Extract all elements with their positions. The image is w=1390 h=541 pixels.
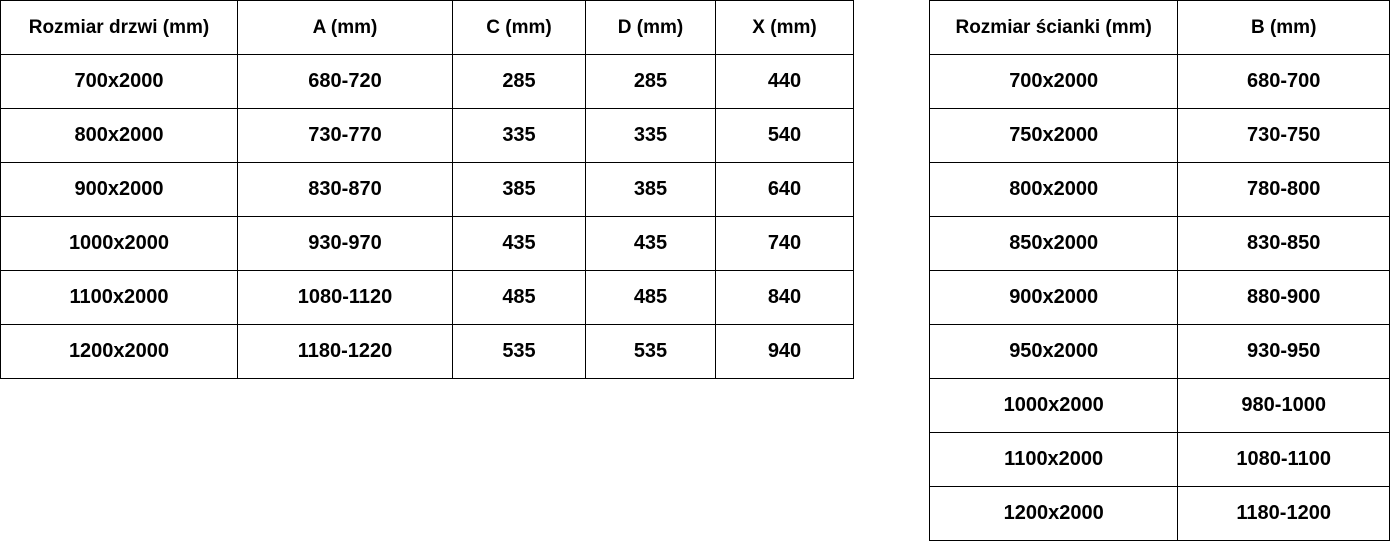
- table-row: [930, 433, 1390, 487]
- column-header-c: C (mm): [453, 1, 586, 55]
- cell-door-size: 1000x2000: [1, 217, 238, 271]
- table-row: [930, 487, 1390, 541]
- cell-a: 1080-1120: [238, 271, 453, 325]
- cell-d: 535: [586, 325, 716, 379]
- cell-b: 1180-1200: [1178, 487, 1390, 541]
- cell-d: 435: [586, 217, 716, 271]
- cell-a: 730-770: [238, 109, 453, 163]
- table-row: [930, 163, 1390, 217]
- column-header-d: D (mm): [586, 1, 716, 55]
- cell-door-size: 1200x2000: [1, 325, 238, 379]
- cell-wall-size: 950x2000: [930, 325, 1178, 379]
- cell-door-size: 1100x2000: [1, 271, 238, 325]
- table-header-row: [1, 1, 854, 55]
- table-row: [930, 109, 1390, 163]
- cell-wall-size: 750x2000: [930, 109, 1178, 163]
- cell-x: 540: [716, 109, 854, 163]
- table-row: [930, 217, 1390, 271]
- table-row: [930, 379, 1390, 433]
- table-row: [1, 55, 854, 109]
- cell-a: 1180-1220: [238, 325, 453, 379]
- cell-b: 930-950: [1178, 325, 1390, 379]
- cell-x: 740: [716, 217, 854, 271]
- cell-a: 680-720: [238, 55, 453, 109]
- cell-door-size: 900x2000: [1, 163, 238, 217]
- cell-c: 285: [453, 55, 586, 109]
- table-row: [1, 163, 854, 217]
- cell-door-size: 700x2000: [1, 55, 238, 109]
- column-header-door-size: Rozmiar drzwi (mm): [1, 1, 238, 55]
- cell-c: 435: [453, 217, 586, 271]
- column-header-a: A (mm): [238, 1, 453, 55]
- table-row: [930, 271, 1390, 325]
- cell-wall-size: 850x2000: [930, 217, 1178, 271]
- cell-b: 830-850: [1178, 217, 1390, 271]
- cell-door-size: 800x2000: [1, 109, 238, 163]
- cell-wall-size: 700x2000: [930, 55, 1178, 109]
- column-header-b: B (mm): [1178, 1, 1390, 55]
- cell-x: 940: [716, 325, 854, 379]
- cell-wall-size: 1000x2000: [930, 379, 1178, 433]
- cell-x: 840: [716, 271, 854, 325]
- cell-b: 730-750: [1178, 109, 1390, 163]
- cell-wall-size: 800x2000: [930, 163, 1178, 217]
- doors-size-table: [0, 0, 854, 379]
- cell-wall-size: 1100x2000: [930, 433, 1178, 487]
- cell-b: 980-1000: [1178, 379, 1390, 433]
- table-row: [1, 325, 854, 379]
- cell-d: 385: [586, 163, 716, 217]
- cell-a: 830-870: [238, 163, 453, 217]
- cell-c: 385: [453, 163, 586, 217]
- wall-size-table: [929, 0, 1390, 541]
- cell-c: 535: [453, 325, 586, 379]
- cell-a: 930-970: [238, 217, 453, 271]
- cell-c: 485: [453, 271, 586, 325]
- cell-c: 335: [453, 109, 586, 163]
- table-header-row: [930, 1, 1390, 55]
- cell-x: 640: [716, 163, 854, 217]
- cell-b: 780-800: [1178, 163, 1390, 217]
- cell-x: 440: [716, 55, 854, 109]
- cell-wall-size: 900x2000: [930, 271, 1178, 325]
- column-header-x: X (mm): [716, 1, 854, 55]
- table-row: [1, 271, 854, 325]
- cell-d: 485: [586, 271, 716, 325]
- cell-b: 680-700: [1178, 55, 1390, 109]
- column-header-wall-size: Rozmiar ścianki (mm): [930, 1, 1178, 55]
- table-row: [1, 109, 854, 163]
- cell-wall-size: 1200x2000: [930, 487, 1178, 541]
- cell-b: 1080-1100: [1178, 433, 1390, 487]
- cell-b: 880-900: [1178, 271, 1390, 325]
- cell-d: 335: [586, 109, 716, 163]
- cell-d: 285: [586, 55, 716, 109]
- table-row: [1, 217, 854, 271]
- table-row: [930, 325, 1390, 379]
- table-row: [930, 55, 1390, 109]
